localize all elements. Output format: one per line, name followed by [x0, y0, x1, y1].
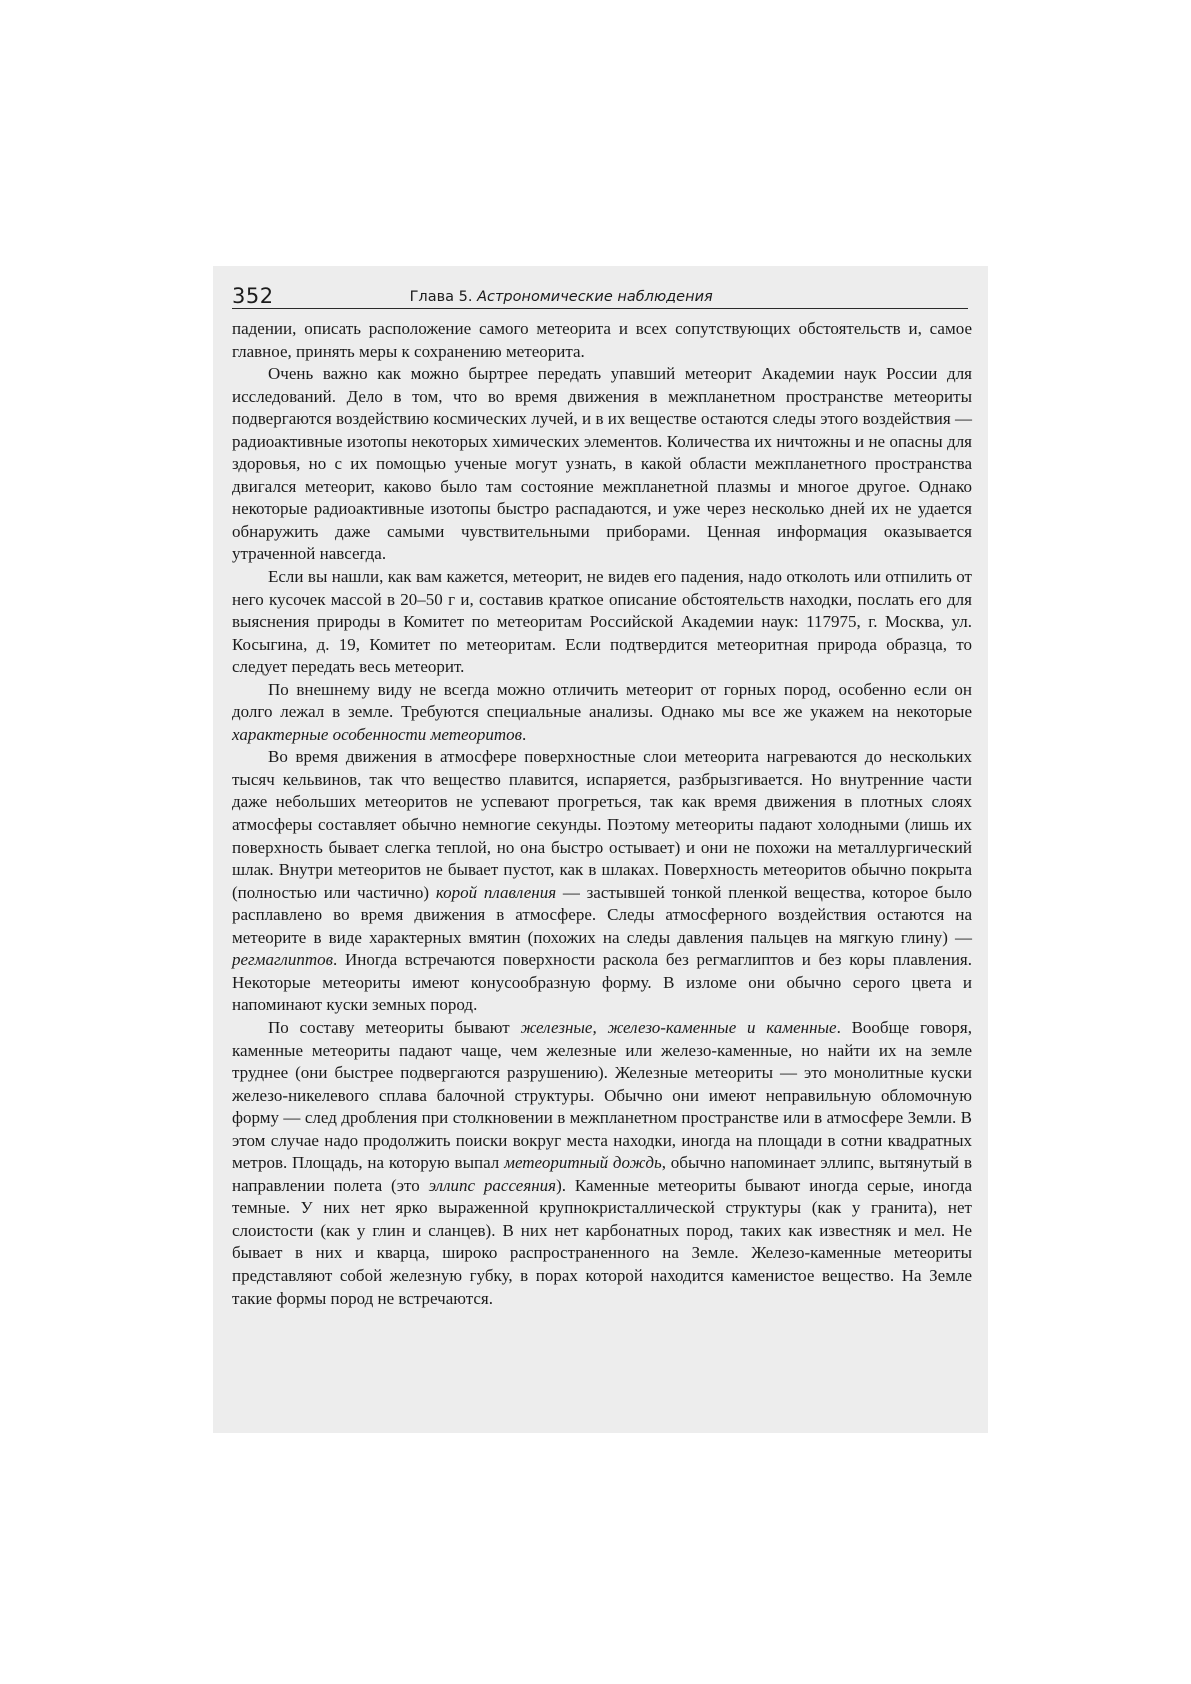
scanned-page — [213, 266, 988, 1433]
page-number: 352 — [232, 284, 274, 308]
emphasized-term: эллипс рассеяния — [428, 1175, 557, 1195]
body-text — [232, 318, 972, 1310]
page-header — [232, 278, 968, 309]
paragraph — [232, 318, 972, 363]
text-run: — застывшей тонкой пленкой вещества, которое было расплавлено во время движения в атмосфере. Следы атмосферного воздействия остаются на метеорите в виде характерных вмятин (похожих на следы давления пальцев на мягкую глину) — — [232, 882, 972, 947]
text-run: Очень важно как можно быртрее передать упавший метеорит Академии наук России для исследований. Дело в том, что во время движения в межпланетном пространстве метеориты подвергаются воздействию космических лучей, и в их веществе остаются следы этого воздействия — радиоактивные изотопы некоторых химических элементов. Количества их ничтожны и не опасны для здоровья, но с их помощью ученые могут узнать, в какой области межпланетного пространства двигался метеорит, каково было там состояние межпланетной плазмы и многое другое. Однако некоторые радиоактивные изотопы быстро распадаются, и уже через несколько дней их не удается обнаружить даже самыми чувствительными приборами. Ценная информация оказывается утраченной навсегда. — [232, 364, 972, 564]
emphasized-term: метеоритный дождь — [504, 1153, 662, 1173]
text-run: , обычно напоминает эллипс, вытянутый в направлении полета (это — [232, 1153, 972, 1195]
paragraph — [232, 679, 972, 747]
emphasized-term: характерные особенности метеоритов — [232, 724, 522, 744]
text-run: ). Каменные метеориты бывают иногда серые, иногда темные. У них нет ярко выраженной крупнокристаллической структуры (как у гранита), нет слоистости (как у глин и сланцев). В них нет карбонатных пород, таких как известняк и мел. Не бывает в них и кварца, широко распространенного на Земле. Железо-каменные метеориты представляют собой железную губку, в порах которой находится каменистое вещество. На Земле такие формы пород не встречаются. — [232, 1175, 973, 1308]
paragraph — [232, 746, 972, 1017]
emphasized-term: регмаглиптов — [232, 950, 334, 970]
text-run: Во время движения в атмосфере поверхностные слои метеорита нагреваются до нескольких тысяч кельвинов, так что вещество плавится, испаряется, разбрызгивается. Но внутренние части даже небольших метеоритов не успевают прогреться, так как время движения в плотных слоях атмосферы составляет обычно немногие секунды. Поэтому метеориты падают холодными (лишь их поверхность бывает слегка теплой, но она быстро остывает) и они не похожи на металлургический шлак. Внутри метеоритов не бывает пустот, как в шлаках. Поверхность метеоритов обычно покрыта (полностью или частично) — [232, 747, 972, 902]
emphasized-term: железные, железо-каменные и каменные — [520, 1017, 837, 1037]
chapter-title: Астрономические наблюдения — [477, 289, 713, 305]
text-run: . Вообще говоря, каменные метеориты падают чаще, чем железные или железо-каменные, но найти их на земле труднее (они быстрее подвергаются разрушению). Железные метеориты — это монолитные куски железо-никелевого сплава балочной структуры. Обычно они имеют неправильную обломочную форму — след дробления при столкновении в межпланетном пространстве или в атмосфере Земли. В этом случае надо продолжить поиски вокруг места находки, иногда на площади в сотни квадратных метров. Площадь, на которую выпал — [232, 1017, 972, 1173]
text-run: падении, описать расположение самого метеорита и всех сопутствующих обстоятельств и, самое главное, принять меры к сохранению метеорита. — [232, 319, 972, 361]
chapter-label: Глава 5. — [409, 289, 473, 305]
text-run: По внешнему виду не всегда можно отличить метеорит от горных пород, особенно если он долго лежал в земле. Требуются специальные анализы. Однако мы все же укажем на некоторые — [232, 679, 972, 722]
paragraph — [232, 363, 972, 566]
paragraph — [232, 1017, 972, 1310]
emphasized-term: корой плавления — [435, 882, 557, 902]
running-head — [410, 286, 713, 308]
text-run: По составу метеориты бывают — [268, 1017, 521, 1037]
paragraph — [232, 566, 972, 679]
text-run: . — [521, 724, 527, 744]
text-run: . Иногда встречаются поверхности раскола без регмаглиптов и без коры плавления. Некоторые метеориты имеют конусообразную форму. В изломе они обычно серого цвета и напоминают куски земных пород. — [232, 950, 972, 1015]
text-run: Если вы нашли, как вам кажется, метеорит, не видев его падения, надо отколоть или отпилить от него кусочек массой в 20–50 г и, составив краткое описание обстоятельств находки, послать его для выяснения природы в Комитет по метеоритам Российской Академии наук: 117975, г. Москва, ул. Косыгина, д. 19, Комитет по метеоритам. Если подтвердится метеоритная природа образца, то следует передать весь метеорит. — [232, 567, 972, 677]
